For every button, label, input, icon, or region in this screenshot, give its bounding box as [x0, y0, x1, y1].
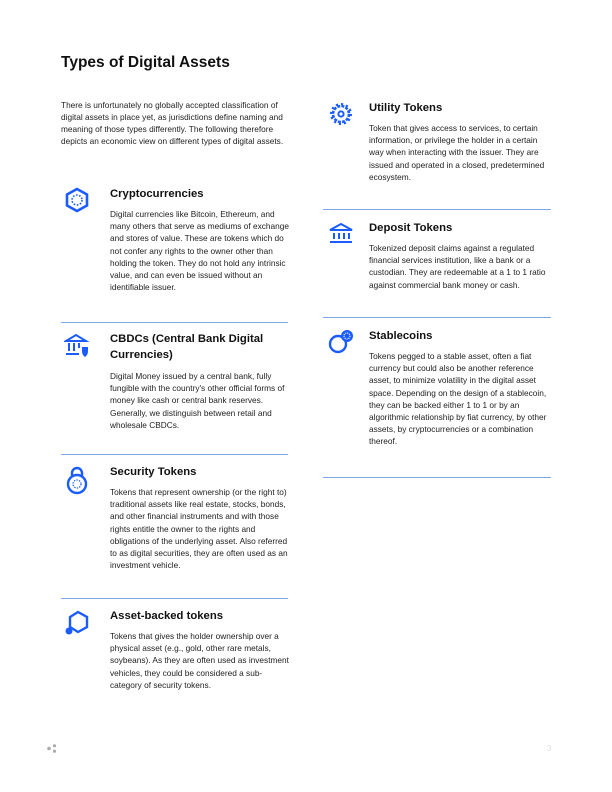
card-title: CBDCs (Central Bank Digital Currencies) — [110, 333, 264, 361]
divider — [323, 477, 551, 478]
hexagon-coin-icon — [64, 187, 90, 213]
bank-shield-icon — [64, 332, 90, 358]
card-title: Asset-backed tokens — [110, 610, 224, 622]
page-title: Types of Digital Assets — [61, 54, 230, 71]
gear-icon — [328, 101, 354, 127]
stablecoin-icon — [328, 329, 354, 355]
divider — [323, 209, 551, 210]
card-body: Tokens that represent ownership (or the right to) traditional assets like real estate, stocks, bonds, and other financial instruments and with those rights entitle the owner to the rights and obligations of the underlying asset. Also referred to as digital securities, they are often used as an investment vehicle. — [110, 487, 288, 571]
card-body: Digital Money issued by a central bank, fully fungible with the country's other official forms of money like cash or central bank reserves. Generally, we distinguish between retail and wholesale CBDCs. — [110, 371, 285, 430]
lock-icon — [64, 465, 90, 495]
card-title: Cryptocurrencies — [110, 188, 204, 200]
footer-logo-icon — [47, 744, 57, 753]
card-title: Deposit Tokens — [369, 222, 453, 234]
card-body: Tokens pegged to a stable asset, often a fiat currency but could also be another reference asset, to minimize volatility in the digital asset space. Depending on the design of a stablecoin, they can be backed either 1 to 1 or by an algorithmic relationship by fiat currency, by other assets, by cryptocurrencies or a combination thereof. — [369, 351, 547, 447]
page-number: 3 — [547, 744, 552, 753]
divider — [323, 317, 551, 318]
card-title: Security Tokens — [110, 466, 197, 478]
card-body: Tokenized deposit claims against a regulated financial services institution, like a bank or a custodian. They are redeemable at a 1 to 1 ratio against commercial bank money or cash. — [369, 243, 546, 290]
intro-paragraph: There is unfortunately no globally accepted classification of digital assets in place yet, as jurisdictions define naming and meaning of those types differently. The following therefore depicts an economic view on different types of digital assets. — [61, 100, 284, 147]
card-body: Digital currencies like Bitcoin, Ethereum, and many others that serve as mediums of exchange and stores of value. These are tokens which do not confer any rights to the owner other than holding the token. They do not hold any intrinsic value, and can even be issued without an identifiable issuer. — [110, 209, 289, 293]
card-body: Token that gives access to services, to certain information, or privilege the holder in a certain way when interacting with the issuer. They are issued and operated in a closed, predetermined ecosystem. — [369, 123, 545, 182]
hexagon-node-icon — [64, 609, 90, 637]
bank-icon — [328, 221, 354, 247]
divider — [61, 598, 288, 599]
card-title: Stablecoins — [369, 330, 433, 342]
card-title: Utility Tokens — [369, 102, 443, 114]
card-body: Tokens that gives the holder ownership over a physical asset (e.g., gold, other rare metals, soybeans). As they are often used as investment vehicles, they could be considered a sub-category of security tokens. — [110, 631, 289, 690]
divider — [61, 322, 288, 323]
divider — [61, 454, 288, 455]
